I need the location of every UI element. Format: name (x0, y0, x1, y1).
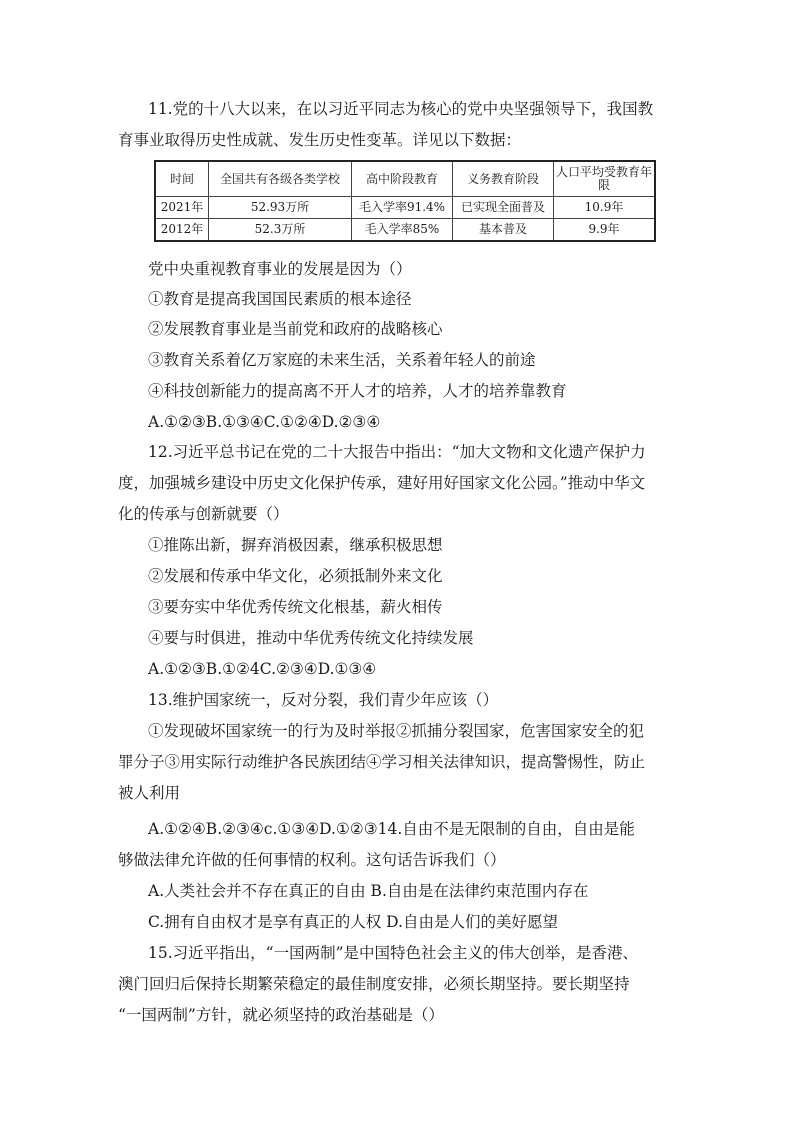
q12-option-3: ③要夯实中华优秀传统文化根基，薪火相传 (148, 598, 443, 616)
table-cell: 52.3万所 (209, 219, 352, 242)
q11-option-4: ④科技创新能力的提高离不开人才的培养，人才的培养靠教育 (148, 382, 567, 400)
q12-stem-line2: 度，加强城乡建设中历史文化保护传承，建好用好国家文化公园。”推动中华文 (118, 474, 646, 492)
q12-stem-line3: 化的传承与创新就要（） (118, 505, 289, 523)
table-cell: 10.9年 (554, 197, 656, 219)
education-data-table (154, 160, 656, 242)
q12-stem-line1: 12.习近平总书记在党的二十大报告中指出：“加大文物和文化遗产保护力 (148, 443, 646, 461)
table-cell: 52.93万所 (209, 197, 352, 219)
table-header-row (155, 161, 655, 197)
q12-option-4: ④要与时俱进，推动中华优秀传统文化持续发展 (148, 629, 474, 647)
table-cell: 2021年 (155, 197, 209, 219)
q13-stem: 13.维护国家统一，反对分裂，我们青少年应该（） (148, 691, 499, 709)
table-cell: 2012年 (155, 219, 209, 242)
table-row (155, 197, 655, 219)
q11-question: 党中央重视教育事业的发展是因为（） (148, 260, 412, 278)
q14-options-line2: C.拥有自由权才是享有真正的人权 D.自由是人们的美好愿望 (148, 913, 558, 931)
table-cell: 基本普及 (453, 219, 554, 242)
table-cell: 9.9年 (554, 219, 656, 242)
table-header-cell: 全国共有各级各类学校 (209, 161, 352, 197)
q12-option-1: ①推陈出新，摒弃消极因素，继承积极思想 (148, 536, 443, 554)
table-header-cell: 高中阶段教育 (352, 161, 453, 197)
table-cell: 毛入学率91.4% (352, 197, 453, 219)
table-header-cell: 时间 (155, 161, 209, 197)
table-cell: 毛入学率85% (352, 219, 453, 242)
table-header-cell: 人口平均受教育年限 (554, 161, 656, 197)
q15-stem-line2: 澳门回归后保持长期繁荣稳定的最佳制度安排，必须长期坚持。要长期坚持 (118, 975, 630, 993)
q14-options-line1: A.人类社会并不存在真正的自由 B.自由是在法律约束范围内存在 (148, 882, 589, 900)
q15-stem-line1: 15.习近平指出，“一国两制”是中国特色社会主义的伟大创举，是香港、 (148, 944, 639, 962)
q11-stem-line2: 育事业取得历史性成就、发生历史性变革。详见以下数据： (118, 131, 522, 149)
q11-answer-choices: A.①②③B.①③④C.①②④D.②③④ (148, 413, 381, 431)
q12-option-2: ②发展和传承中华文化，必须抵制外来文化 (148, 567, 443, 585)
q15-stem-line3: “一国两制”方针，就必须坚持的政治基础是（） (118, 1006, 444, 1024)
q13-answers-q14-stem: A.①②④B.②③④c.①③④D.①②③14.自由不是无限制的自由，自由是能 (148, 820, 635, 838)
q13-options-line2: 罪分子③用实际行动维护各民族团结④学习相关法律知识，提高警惕性，防止 (118, 753, 646, 771)
q11-option-3: ③教育关系着亿万家庭的未来生活，关系着年轻人的前途 (148, 351, 536, 369)
q13-options-line3: 被人利用 (118, 784, 181, 802)
q11-option-1: ①教育是提高我国国民素质的根本途径 (148, 290, 412, 308)
q11-option-2: ②发展教育事业是当前党和政府的战略核心 (148, 320, 443, 338)
q12-answer-choices: A.①②③B.①②4C.②③④D.①③④ (148, 660, 377, 678)
q13-options-line1: ①发现破坏国家统一的行为及时举报②抓捕分裂国家，危害国家安全的犯 (148, 722, 645, 740)
q14-stem-line2: 够做法律允许做的任何事情的权利。这句话告诉我们（） (118, 851, 506, 869)
table-cell: 已实现全面普及 (453, 197, 554, 219)
table-row (155, 219, 655, 242)
q11-stem-line1: 11.党的十八大以来，在以习近平同志为核心的党中央坚强领导下，我国教 (148, 100, 654, 118)
table-header-cell: 义务教育阶段 (453, 161, 554, 197)
